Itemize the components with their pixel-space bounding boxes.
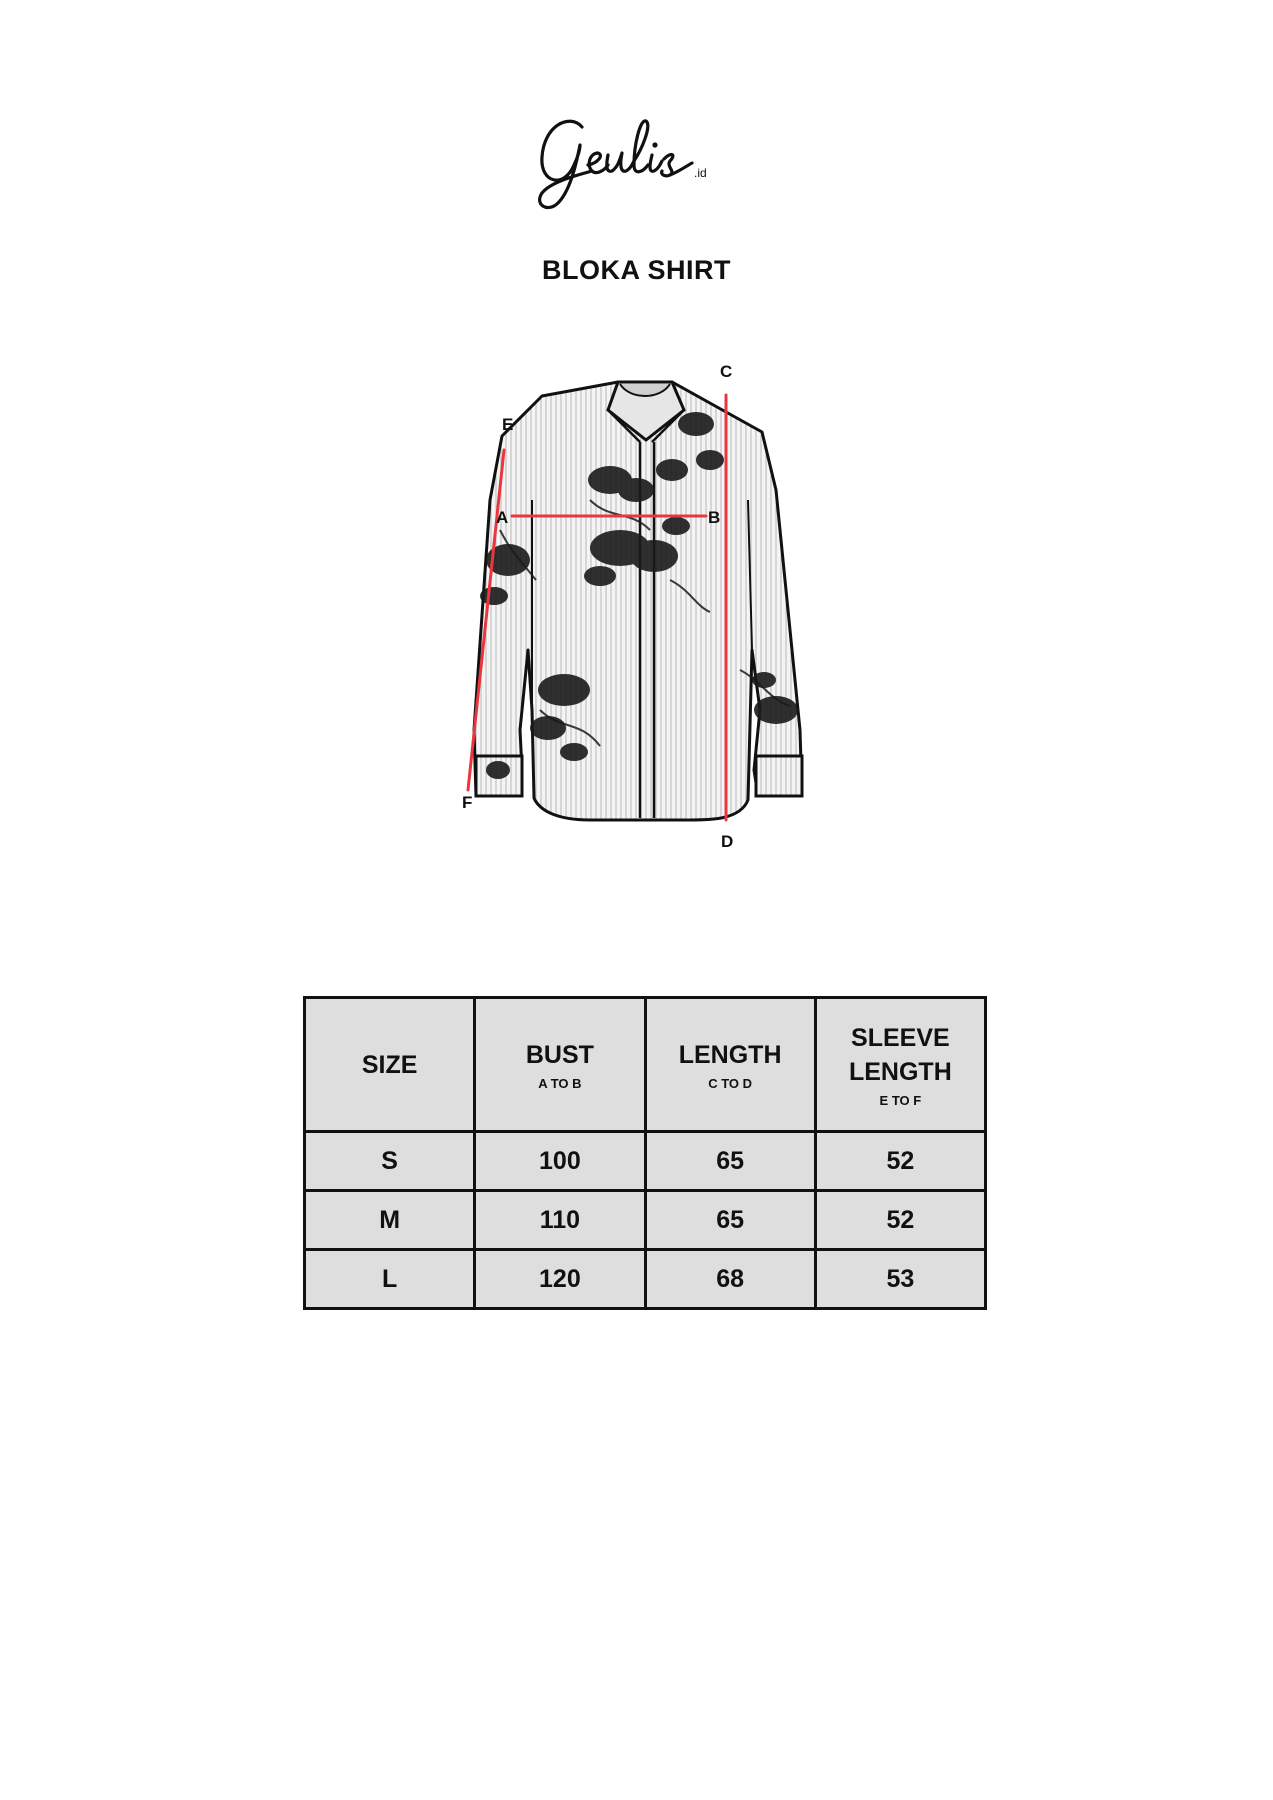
product-title: BLOKA SHIRT <box>542 255 731 285</box>
header-size: SIZE <box>305 998 475 1132</box>
table-row <box>305 1191 986 1250</box>
shirt-illustration <box>474 382 802 820</box>
cell-sleeve-length: 52 <box>815 1191 985 1250</box>
label-d: D <box>721 832 734 851</box>
size-chart-table <box>303 996 987 1310</box>
cell-sleeve-length: 52 <box>815 1132 985 1191</box>
cell-size: S <box>305 1132 475 1191</box>
cell-length: 68 <box>645 1250 815 1309</box>
header-length: LENGTH C TO D <box>645 998 815 1132</box>
header-bust: BUST A TO B <box>475 998 645 1132</box>
cell-size: L <box>305 1250 475 1309</box>
table-header-row <box>305 998 986 1132</box>
cell-bust: 100 <box>475 1132 645 1191</box>
cell-sleeve-length: 53 <box>815 1250 985 1309</box>
label-b: B <box>708 508 721 527</box>
cell-length: 65 <box>645 1132 815 1191</box>
header-sleeve-length: SLEEVE LENGTH E TO F <box>815 998 985 1132</box>
cell-bust: 120 <box>475 1250 645 1309</box>
table-row <box>305 1132 986 1191</box>
label-f: F <box>462 793 473 812</box>
cell-length: 65 <box>645 1191 815 1250</box>
cell-size: M <box>305 1191 475 1250</box>
brand-logo <box>530 105 730 215</box>
shirt-measurement-diagram <box>440 350 840 860</box>
table-row <box>305 1250 986 1309</box>
label-c: C <box>720 362 733 381</box>
cell-bust: 110 <box>475 1191 645 1250</box>
label-a: A <box>496 508 509 527</box>
label-e: E <box>502 415 514 434</box>
svg-text:.id: .id <box>694 166 707 180</box>
